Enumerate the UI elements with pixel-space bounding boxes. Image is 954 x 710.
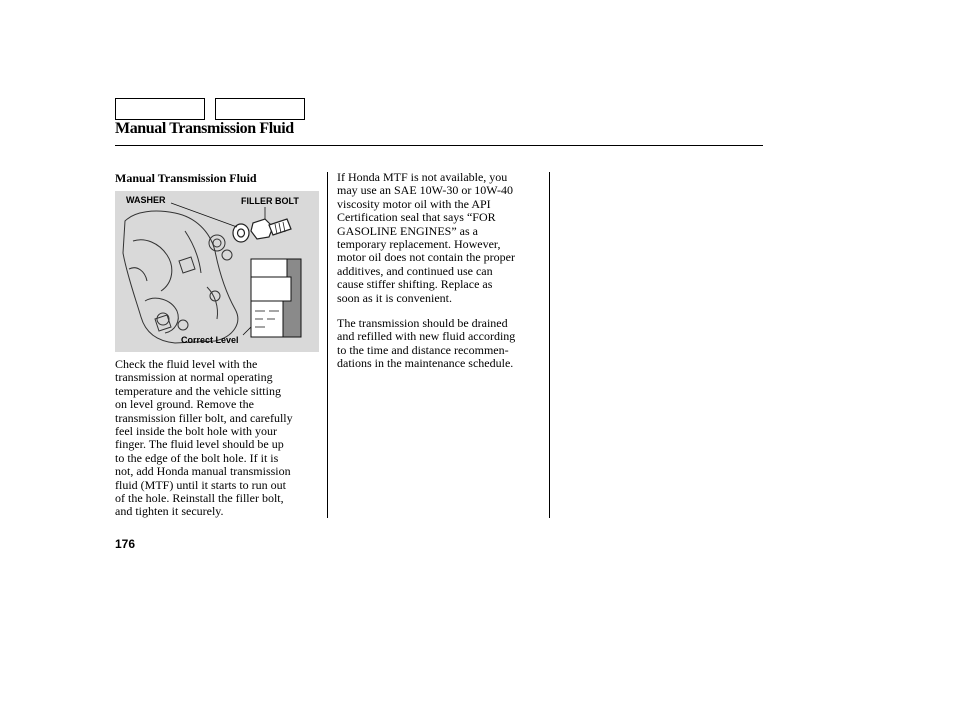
text-line: The transmission should be drained: [337, 316, 508, 330]
transmission-drawing: [115, 191, 319, 352]
text-line: transmission filler bolt, and carefully: [115, 410, 293, 425]
text-line: additives, and continued use can: [337, 263, 493, 278]
text-line: viscosity motor oil with the API: [337, 196, 491, 211]
text-line: feel inside the bolt hole with your: [115, 424, 277, 439]
header-tab-box-left: [115, 98, 205, 120]
text-line: fluid (MTF) until it starts to run out: [115, 477, 286, 492]
housing-rib: [185, 231, 201, 273]
page-title: Manual Transmission Fluid: [115, 120, 294, 137]
text-line: to the time and distance recommen-: [337, 342, 509, 357]
text-line: Check the fluid level with the: [115, 357, 258, 371]
fluid-check-paragraph: [115, 358, 321, 519]
text-line: to the edge of the bolt hole. If it is: [115, 450, 279, 465]
text-line: cause stiffer shifting. Replace as: [337, 277, 493, 292]
column-divider-1: [327, 172, 328, 518]
text-line: soon as it is convenient.: [337, 290, 452, 305]
title-divider: [115, 145, 763, 146]
text-line: transmission at normal operating: [115, 370, 273, 385]
text-line: finger. The fluid level should be up: [115, 437, 284, 452]
mount-bolt: [178, 320, 188, 330]
text-line: not, add Honda manual transmission: [115, 464, 291, 479]
housing-rib: [133, 240, 172, 291]
text-line: and tighten it securely.: [115, 504, 224, 519]
housing-rib: [179, 257, 195, 273]
text-line: If Honda MTF is not available, you: [337, 170, 508, 184]
cross-section-inset: [251, 259, 301, 337]
text-line: temporary replacement. However,: [337, 237, 501, 252]
housing-rib: [129, 268, 147, 281]
text-line: Certification seal that says “FOR: [337, 210, 496, 225]
section-heading: Manual Transmission Fluid: [115, 171, 257, 185]
washer-label: WASHER: [126, 195, 166, 205]
text-line: motor oil does not contain the proper: [337, 250, 515, 265]
mount-bolt: [222, 250, 232, 260]
filler-bolt-label: FILLER BOLT: [241, 196, 299, 206]
text-line: on level ground. Remove the: [115, 397, 254, 412]
filler-hole: [209, 235, 225, 251]
substitute-oil-paragraph: [337, 171, 543, 305]
text-line: GASOLINE ENGINES” as a: [337, 223, 478, 238]
column-divider-2: [549, 172, 550, 518]
drain-refill-paragraph: [337, 317, 543, 371]
housing-rib: [145, 298, 178, 333]
text-line: dations in the maintenance schedule.: [337, 356, 514, 371]
filler-bolt-illustration: [115, 191, 319, 352]
mount-bolt: [157, 313, 169, 325]
filler-hole: [213, 239, 221, 247]
page-number: 176: [115, 537, 136, 551]
filler-bolt-icon: [251, 219, 291, 239]
text-line: temperature and the vehicle sitting: [115, 383, 281, 398]
correct-level-label: Correct Level: [181, 335, 239, 345]
header-tab-box-right: [215, 98, 305, 120]
text-line: and refilled with new fluid according: [337, 329, 516, 344]
housing-outline: [123, 211, 238, 343]
text-line: of the hole. Reinstall the filler bolt,: [115, 491, 284, 506]
text-line: may use an SAE 10W-30 or 10W-40: [337, 183, 513, 198]
